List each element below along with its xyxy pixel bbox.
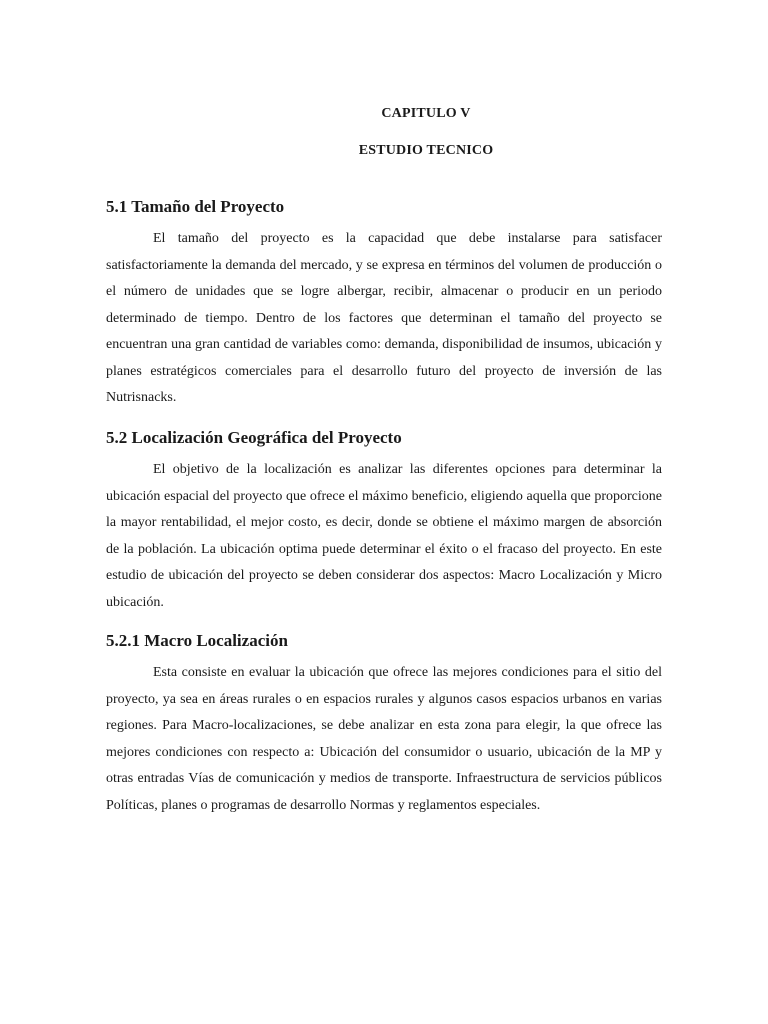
section-localizacion-geografica xyxy=(106,427,662,616)
section-heading: 5.1 Tamaño del Proyecto xyxy=(106,197,285,216)
section-heading: 5.2 Localización Geográfica del Proyecto xyxy=(106,428,402,447)
section-heading: 5.2.1 Macro Localización xyxy=(106,631,288,650)
section-paragraph: El objetivo de la localización es analizar las diferentes opciones para determinar la ubicación espacial del proyecto que ofrece el máximo beneficio, eligiendo aquella que proporcione la mayor rentabilidad, el mejor costo, es decir, donde se obtiene el máximo margen de absorción de la población. La ubicación optima puede determinar el éxito o el fracaso del proyecto. En este estudio de ubicación del proyecto se deben considerar dos aspectos: Macro Localización y Micro ubicación. xyxy=(106,462,662,610)
section-paragraph: Esta consiste en evaluar la ubicación que ofrece las mejores condiciones para el sitio del proyecto, ya sea en áreas rurales o en espacios rurales y algunos casos espacios urbanos en varias regiones. Para Macro-localizaciones, se debe analizar en esta zona para elegir, la que ofrece las mejores condiciones con respecto a: Ubicación del consumidor o usuario, ubicación de la MP y otras entradas Vías de comunicación y medios de transporte. Infraestructura de servicios públicos Políticas, planes o programas de desarrollo Normas y reglamentos especiales. xyxy=(106,665,662,813)
section-paragraph: El tamaño del proyecto es la capacidad que debe instalarse para satisfacer satisfactoriamente la demanda del mercado, y se expresa en términos del volumen de producción o el número de unidades que se logre albergar, recibir, almacenar o producir en un periodo determinado de tiempo. Dentro de los factores que determinan el tamaño del proyecto se encuentran una gran cantidad de variables como: demanda, disponibilidad de insumos, ubicación y planes estratégicos comerciales para el desarrollo futuro del proyecto de inversión de las Nutrisnacks. xyxy=(106,231,662,405)
chapter-label: CAPITULO V xyxy=(381,106,471,121)
chapter-title: ESTUDIO TECNICO xyxy=(358,143,494,158)
section-macro-localizacion xyxy=(106,630,662,819)
section-tamano-proyecto xyxy=(106,196,662,412)
